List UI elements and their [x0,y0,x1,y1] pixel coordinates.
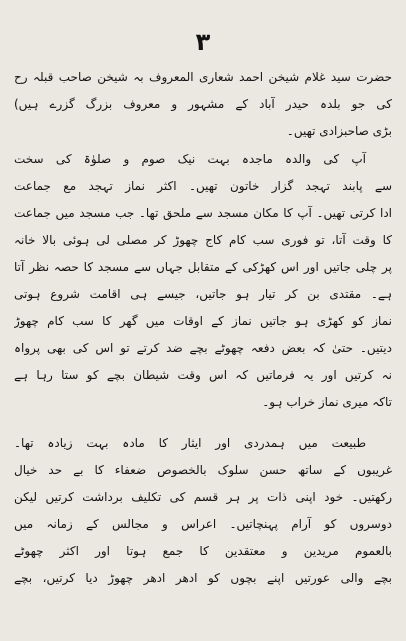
text-line: بالعموم مریدین و معتقدین کا جمع ہوتا اور اکثر چھوٹے [14,544,392,558]
text-line: دوسروں کو آرام پہنچاتیں۔ اعراس و مجالس کے زمانہ میں [14,517,392,531]
paragraph-3 [14,430,392,592]
text-line: آپ کی والدہ ماجدہ بہت نیک صوم و صلوٰۃ کی سخت [14,152,366,166]
text-line: پر چلی جاتیں اور اس کھڑکی کے متقابل جہاں سے مسجد کا حصہ نظر آتا [14,260,392,274]
text-line: حضرت سید غلام شیخن احمد شعاری المعروف بہ شیخن صاحب قبلہ رح [14,70,392,84]
text-line: کی جو بلدہ حیدر آباد کے مشہور و معروف بزرگ گزرے ہیں) [14,97,392,111]
text-line: ہے۔ مقتدی بن کر تیار ہو جاتیں، جیسے ہی اقامت شروع ہوتی [14,287,392,301]
text-line: طبیعت میں ہمدردی اور ایثار کا مادہ بہت زیادہ تھا۔ [14,436,366,450]
text-line: کا وقت آتا، تو فوری سب کام کاج چھوڑ کر مصلی لی ہوئی بالا خانہ [14,233,392,247]
text-line: بڑی صاحبزادی تھیں۔ [286,124,392,138]
text-line: تاکہ میری نماز خراب ہو۔ [262,395,392,409]
text-line: دیتیں۔ حتیٰ کہ بعض دفعہ چھوٹے بچے ضد کرتے تو اس کی بھی پرواہ [14,341,392,355]
text-line: رکھتیں۔ خود اپنی ذات پر ہر قسم کی تکلیف برداشت کرتیں لیکن [14,490,392,504]
text-line: بچے والی عورتیں اپنے بچوں کو ادھر ادھر چھوڑ دیا کرتیں، بچے [14,571,392,585]
text-line: ادا کرتی تھیں۔ آپ کا مکان مسجد سے ملحق تھا۔ جب مسجد میں جماعت [14,206,392,220]
paragraph-2 [14,146,392,416]
paragraph-1 [14,64,392,145]
page-number: ۳ [195,28,211,56]
text-line: سے پابند تہجد گزار خاتون تھیں۔ اکثر نماز تہجد مع جماعت [14,179,392,193]
text-line: نماز کو کھڑی ہو جاتیں نماز کے اوقات میں گھر کا سب کام چھوڑ [14,314,392,328]
text-line: نہ کرتیں اور یہ فرماتیں کہ اس وقت شیطان بچے کو ستا رہا ہے [14,368,392,382]
text-line: غریبوں کے ساتھ حسن سلوک بالخصوص ضعفاء کا بے حد خیال [14,463,392,477]
